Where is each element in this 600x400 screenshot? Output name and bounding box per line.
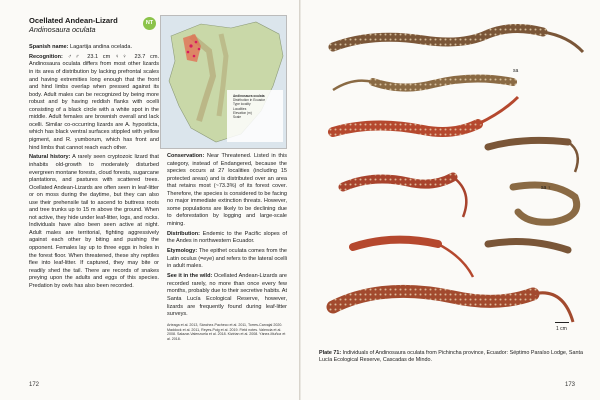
lizard-plate-illustration — [313, 12, 593, 342]
map-legend-item: Scale — [233, 115, 241, 120]
lizard-illustration — [333, 97, 518, 132]
map-legend — [233, 94, 281, 119]
etymology-label: Etymology: — [167, 248, 198, 255]
caption-label: Plate 71: — [319, 350, 342, 356]
page-number-right: 173 — [564, 382, 575, 388]
recognition-label: Recognition: — [29, 53, 63, 60]
recognition-text: ♂♂ 23.1 cm ♀♀ 23.7 cm. Andinosaura oculata differs from most other lizards in its area of distribution by lacking prefrontal scales and having extremities long enough that the front and hind limbs overlap when pressed against its body. Adult males can be recognized by being more robust and by having reddish flanks with ocelli consisting of a black circle with a white spot in the middle. Adult females are brownish overall and lack ocelli. Similar co-occurring lizards are A. hypostictа, which has black ventral surfaces stippled with yellow pigment, and R. yumborum, which has front and hind limbs that cannot reach each other. — [29, 53, 159, 151]
text-column-left — [29, 44, 159, 293]
etymology-text: The epithet oculata comes from the Latin oculus (=eye) and refers to the lateral ocelli in adult males. — [167, 248, 287, 270]
plate-label: sa ♀ — [541, 185, 552, 191]
spanish-name-text: Lagartija andina ocelada. — [70, 44, 133, 50]
map-legend-item: Localities — [233, 106, 247, 111]
lizard-illustration — [333, 28, 583, 52]
references-footnote: Arteaga et al. 2013, Sánchez-Pacheco et al. 2011, Torres-Carvajal 2020. Maddock et al. 2011, Reyes-Puig et al. 2019. Field notes. Valencia et al. 2008. Salazar-Valenzuela et al. 2018. Kizirian et al. 2008. Yánez-Muñoz et al. 2018. — [167, 323, 286, 341]
lizard-illustration — [333, 78, 513, 90]
map-legend-subtitle: Distribution in Ecuador — [233, 98, 266, 103]
text-column-right — [167, 153, 287, 321]
map-legend-title: Andinosaura oculata — [233, 94, 265, 98]
spanish-name-label: Spanish name: — [29, 44, 69, 50]
see-it-text: Ocellated Andean-Lizards are recorded rarely, no more than once every few months, probably due to their secretive habits. At Santa Lucía Ecological Reserve, however, lizards are frequently found during leaf-litter surveys. — [167, 273, 287, 318]
conservation-text: Near Threatened. Listed in this category, instead of Endangered, because the species occurs at 27 localities (including 15 protected areas) and is distributed over an area that retains most (~73.3%) of its forest cover. Therefore, the species is considered to be facing no major immediate extinction threats. However, some populations are likely to be declining due to deforestation by logging and large-scale mining. — [167, 153, 287, 227]
natural-history-paragraph — [29, 154, 159, 290]
right-page — [301, 0, 600, 400]
spanish-name-paragraph — [29, 44, 159, 52]
etymology-paragraph — [167, 248, 287, 271]
distribution-map — [160, 15, 287, 149]
lizard-illustration — [343, 177, 466, 217]
species-header — [29, 16, 149, 34]
distribution-label: Distribution: — [167, 230, 200, 237]
ecuador-map-graphic — [161, 16, 286, 148]
conservation-status-badge: NT — [143, 17, 156, 30]
distribution-text: Endemic to the Pacific slopes of the Andes in northwestern Ecuador. — [167, 230, 287, 245]
natural-history-text: A rarely seen cryptozoic lizard that inhabits old-growth to moderately disturbed evergreen montane forests, cloud forests, sugarcane plantations, and pastures with scattered trees. Ocellated Andean-Lizards are often seen in leaf-litter or on moss during the daytime, but they can also use their prehensile tail to ascend to buttress roots and tree trunks up to 15 m above the ground. When not active, they hide under leaf-litter, logs, and rocks. Individuals have also been seen active at night. Adult males are territorial, fighting aggressively against each other by biting and pushing the opponent. Females lay up to three eggs in holes in the forest floor. When threatened, these shy reptiles flee into leaf-litter. If captured, they may bite or readily shed the tail. There are records of snakes preying upon the adults and eggs of this species. Predation by owls has also been recorded. — [29, 154, 159, 289]
conservation-paragraph — [167, 153, 287, 228]
plate-label: sa — [513, 68, 519, 74]
lizard-illustration — [333, 291, 573, 322]
natural-history-label: Natural history: — [29, 154, 71, 161]
map-legend-item: Type locality — [233, 102, 251, 107]
conservation-label: Conservation: — [167, 153, 205, 159]
caption-text: Individuals of Andinosaura oculata from Pichincha province, Ecuador: Séptimo Paraíso Lodge, Santa Lucía Ecological Reserve, Cascadas de Mindo. — [319, 350, 584, 364]
left-page — [0, 0, 299, 400]
see-it-label: See it in the wild: — [167, 273, 213, 280]
lizard-illustration — [353, 240, 568, 277]
species-title: Ocellated Andean-Lizard — [29, 16, 118, 25]
map-legend-item: Elevation (m) — [233, 110, 252, 115]
scale-bar — [555, 322, 569, 323]
scale-label: 1 cm — [556, 326, 567, 332]
distribution-paragraph — [167, 231, 287, 246]
lizard-illustration — [488, 140, 578, 172]
page-number-left: 172 — [29, 382, 40, 388]
species-scientific-name: Andinosaura oculata — [29, 25, 96, 34]
see-it-paragraph — [167, 273, 287, 318]
plate-caption — [319, 350, 589, 364]
recognition-paragraph — [29, 54, 159, 152]
